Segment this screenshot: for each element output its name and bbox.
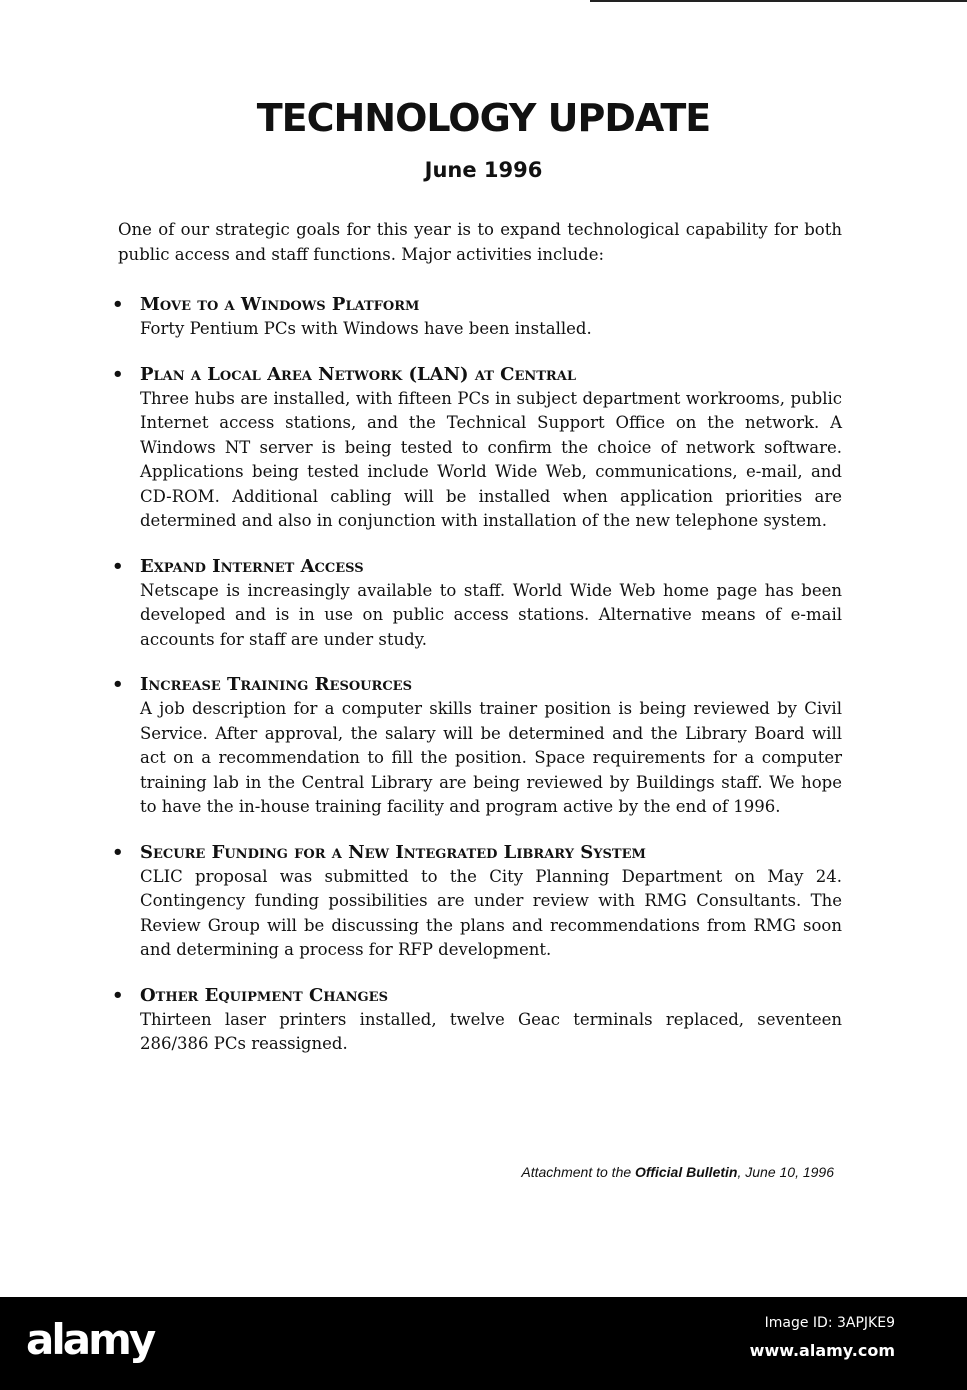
site-url: www.alamy.com [749, 1341, 895, 1360]
activity-body: A job description for a computer skills trainer position is being reviewed by Civil Service. After approval, the salary will be determined and the Library Board will act on a recommendation to fill the position. Space requirements for a computer training lab in the Central Library are being reviewed by Buildings staff. We hope to have the in-house training facility and program active by the end of 1996. [140, 699, 842, 816]
activity-list [112, 292, 842, 1077]
stock-watermark-bar [0, 1297, 967, 1390]
activity-item [112, 554, 842, 653]
image-id: Image ID: 3APJKE9 [764, 1315, 895, 1331]
activity-item [112, 840, 842, 963]
activity-item [112, 983, 842, 1057]
activity-heading: Secure Funding for a New Integrated Library System [140, 841, 646, 863]
activity-heading: Other Equipment Changes [140, 984, 388, 1006]
bulletin-name: Official Bulletin [635, 1164, 738, 1180]
activity-body: Three hubs are installed, with fifteen PCs in subject department workrooms, public Internet access stations, and the Technical Support Office on the network. A Windows NT server is being tested to confirm the choice of network software. Applications being tested include World Wide Web, communications, e-mail, and CD-ROM. Additional cabling will be installed when application priorities are determined and also in conjunction with installation of the new telephone system. [140, 388, 842, 530]
alamy-logo: alamy [26, 1315, 154, 1364]
activity-body: CLIC proposal was submitted to the City Planning Department on May 24. Contingency funding possibilities are under review with RMG Consultants. The Review Group will be discussing the plans and recommendations from RMG soon and determining a process for RFP development. [140, 866, 842, 959]
bullet-icon: • [112, 984, 124, 1006]
footer-prefix: Attachment to the [521, 1164, 636, 1180]
intro-paragraph: One of our strategic goals for this year is to expand technological capability for both public access and staff functions. Major activities include: [118, 220, 842, 264]
activity-body: Thirteen laser printers installed, twelve Geac terminals replaced, seventeen 286/386 PCs reassigned. [140, 1009, 842, 1053]
activity-heading: Move to a Windows Platform [140, 294, 420, 315]
activity-item [112, 672, 842, 820]
activity-item [112, 362, 842, 534]
activity-heading: Expand Internet Access [140, 555, 364, 577]
bullet-icon: • [112, 841, 124, 863]
bullet-icon: • [112, 294, 124, 315]
bullet-icon: • [112, 674, 124, 695]
scan-edge-line [590, 0, 967, 2]
document-date: June 1996 [424, 158, 543, 182]
attachment-note [521, 1164, 834, 1180]
activity-body: Forty Pentium PCs with Windows have been installed. [140, 319, 592, 338]
activity-heading: Increase Training Resources [140, 674, 412, 695]
bullet-icon: • [112, 363, 124, 385]
footer-date: , June 10, 1996 [737, 1164, 834, 1180]
document-title: TECHNOLOGY UPDATE [256, 96, 711, 140]
activity-heading: Plan a Local Area Network (LAN) at Central [140, 363, 576, 385]
activity-body: Netscape is increasingly available to staff. World Wide Web home page has been developed and is in use on public access stations. Alternative means of e-mail accounts for staff are under study. [140, 580, 842, 649]
bullet-icon: • [112, 555, 124, 577]
activity-item [112, 292, 842, 342]
